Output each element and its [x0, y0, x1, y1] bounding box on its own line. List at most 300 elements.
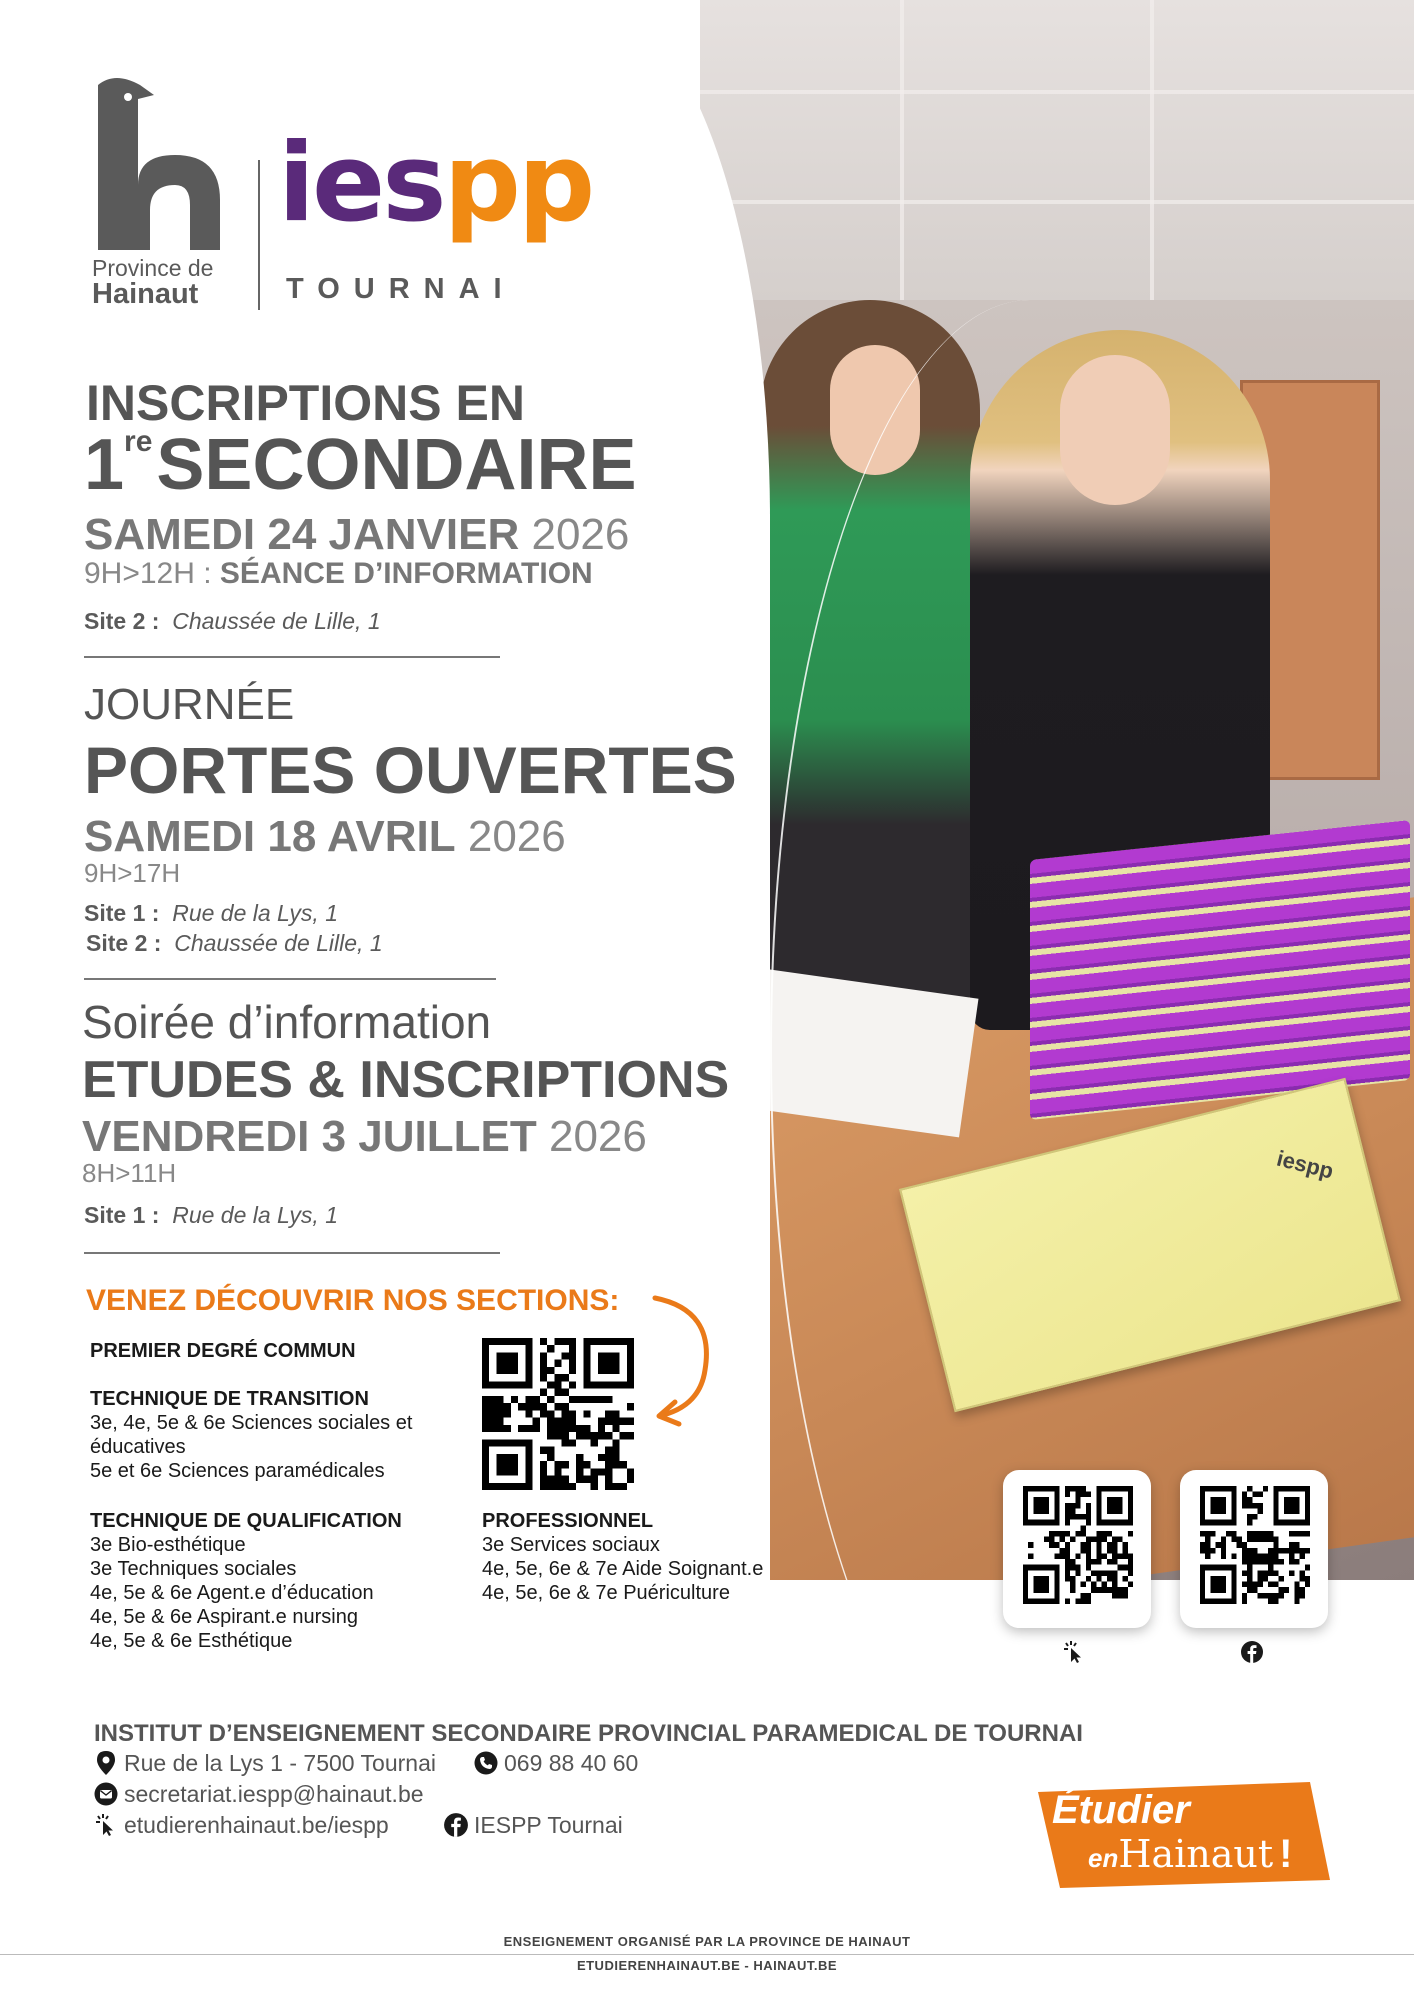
qr-module — [1294, 1598, 1299, 1604]
event1-line2: SECONDAIRE — [156, 425, 637, 505]
qr-module — [1242, 1503, 1247, 1509]
qr-module — [1247, 1553, 1252, 1559]
qr-module — [605, 1396, 612, 1403]
contact-facebook[interactable]: IESPP Tournai — [474, 1812, 623, 1838]
qr-module — [1200, 1531, 1205, 1537]
qr-module — [1117, 1593, 1122, 1599]
qr-module — [540, 1374, 547, 1381]
qr-module — [1268, 1570, 1273, 1576]
qr-module — [1237, 1537, 1242, 1543]
qr-module — [1247, 1565, 1252, 1571]
photo-ceiling-grid — [900, 0, 904, 300]
qr-module — [482, 1418, 489, 1425]
badge-line2 — [1088, 1832, 1293, 1877]
qr-module — [1205, 1537, 1210, 1543]
qr-module — [1070, 1508, 1075, 1514]
qr-module — [540, 1461, 547, 1468]
qr-module — [583, 1396, 590, 1403]
qr-module — [1252, 1582, 1257, 1588]
qr-module — [562, 1432, 569, 1439]
qr-module — [1252, 1503, 1257, 1509]
qr-module — [1112, 1576, 1117, 1582]
footer-line2: ETUDIERENHAINAUT.BE - HAINAUT.BE — [576, 1958, 838, 1973]
qr-module — [562, 1338, 569, 1345]
qr-module — [1247, 1514, 1252, 1520]
qr-module — [1081, 1492, 1086, 1498]
qr-module — [1247, 1537, 1252, 1543]
event2-site1-address: Rue de la Lys, 1 — [172, 900, 338, 926]
divider-1 — [84, 656, 500, 658]
professionnel-item: 4e, 5e, 6e & 7e Puériculture — [482, 1582, 730, 1604]
qr-module — [1273, 1570, 1278, 1576]
event2-site2 — [86, 930, 383, 957]
qr-module — [562, 1461, 569, 1468]
qr-module — [1086, 1542, 1091, 1548]
qr-module — [540, 1360, 547, 1367]
qr-module — [496, 1418, 503, 1425]
qr-module — [612, 1425, 619, 1432]
qr-module — [562, 1403, 569, 1410]
qr-module — [1247, 1559, 1252, 1565]
contact-phone[interactable]: 069 88 40 60 — [504, 1750, 639, 1776]
qr-module — [591, 1432, 598, 1439]
event1-hours-text: 9H>12H : — [84, 557, 212, 590]
event1-site — [84, 608, 381, 635]
qr-module — [1273, 1553, 1278, 1559]
qr-module — [598, 1396, 605, 1403]
photo-ceiling-grid — [700, 90, 1414, 94]
qr-module — [1300, 1576, 1305, 1582]
qr-module — [1070, 1559, 1075, 1565]
qr-module — [1070, 1537, 1075, 1543]
qr-module — [1049, 1542, 1054, 1548]
sections-premier: PREMIER DEGRÉ COMMUN — [90, 1340, 356, 1362]
qr-module — [583, 1476, 590, 1483]
qr-module — [1065, 1559, 1070, 1565]
qr-module — [547, 1381, 554, 1388]
qr-module — [1081, 1531, 1086, 1537]
qr-module — [627, 1403, 634, 1410]
qr-module — [612, 1418, 619, 1425]
qr-module — [547, 1454, 554, 1461]
qr-module — [525, 1403, 532, 1410]
event1-date-year: 2026 — [531, 510, 630, 559]
qr-module — [540, 1338, 547, 1345]
qr-module — [1096, 1576, 1101, 1582]
qr-module — [1268, 1548, 1273, 1554]
event1-hours-bold: SÉANCE D’INFORMATION — [219, 557, 593, 590]
qr-module — [1289, 1570, 1294, 1576]
qr-module — [1065, 1542, 1070, 1548]
qr-module — [598, 1454, 605, 1461]
event3-site-label: Site 1 : — [84, 1202, 160, 1228]
qr-module — [1289, 1559, 1294, 1565]
qr-module — [1247, 1520, 1252, 1526]
qr-module — [569, 1483, 576, 1490]
qr-module — [1263, 1537, 1268, 1543]
website-qr-card[interactable] — [1003, 1470, 1151, 1628]
contact-website[interactable]: etudierenhainaut.be/iespp — [124, 1812, 389, 1838]
qr-module — [489, 1418, 496, 1425]
professionnel-item: 4e, 5e, 6e & 7e Aide Soignant.e — [482, 1558, 764, 1580]
qr-module — [1123, 1548, 1128, 1554]
qr-module — [1300, 1570, 1305, 1576]
qr-module — [1075, 1497, 1080, 1503]
qr-module — [598, 1425, 605, 1432]
qr-module — [1091, 1537, 1096, 1543]
qr-module — [1252, 1553, 1257, 1559]
sections-qr-code[interactable] — [482, 1338, 634, 1490]
qr-module — [1258, 1508, 1263, 1514]
qr-module — [1289, 1531, 1294, 1537]
qr-module — [598, 1468, 605, 1475]
qr-module — [1086, 1503, 1091, 1509]
event2-date-year: 2026 — [467, 812, 566, 861]
qr-finder-pattern — [1033, 1576, 1049, 1593]
qr-module — [1065, 1492, 1070, 1498]
qualification-item: 4e, 5e & 6e Aspirant.e nursing — [90, 1606, 358, 1628]
qr-module — [1075, 1531, 1080, 1537]
qr-module — [576, 1476, 583, 1483]
qr-module — [540, 1483, 547, 1490]
qr-module — [1107, 1548, 1112, 1554]
qr-module — [1205, 1531, 1210, 1537]
qr-module — [1112, 1587, 1117, 1593]
qr-module — [554, 1360, 561, 1367]
qr-module — [1128, 1559, 1133, 1565]
qr-module — [554, 1468, 561, 1475]
event2-site2-label: Site 2 : — [86, 930, 162, 956]
qr-module — [1065, 1565, 1070, 1571]
qr-module — [1242, 1542, 1247, 1548]
qr-module — [547, 1476, 554, 1483]
qr-module — [605, 1410, 612, 1417]
qr-module — [1210, 1531, 1215, 1537]
qr-module — [1300, 1531, 1305, 1537]
event1-site-label: Site 2 : — [84, 608, 160, 634]
qr-module — [612, 1410, 619, 1417]
qr-module — [504, 1425, 511, 1432]
qr-module — [1107, 1587, 1112, 1593]
qr-module — [1112, 1593, 1117, 1599]
qr-module — [1075, 1570, 1080, 1576]
province-text-line2: Hainaut — [92, 278, 199, 310]
qr-module — [620, 1418, 627, 1425]
qr-module — [591, 1476, 598, 1483]
facebook-qr-card[interactable] — [1180, 1470, 1328, 1628]
qr-module — [547, 1396, 554, 1403]
qr-module — [1065, 1598, 1070, 1604]
qr-module — [1117, 1553, 1122, 1559]
qr-module — [576, 1461, 583, 1468]
qr-module — [569, 1338, 576, 1345]
qr-module — [1242, 1559, 1247, 1565]
qr-module — [1128, 1570, 1133, 1576]
qr-module — [598, 1418, 605, 1425]
book-label: iespp — [1273, 1145, 1336, 1184]
qr-module — [554, 1432, 561, 1439]
qr-module — [583, 1432, 590, 1439]
event3-site — [84, 1202, 338, 1229]
badge-exclaim: ! — [1279, 1832, 1293, 1876]
qr-module — [1086, 1576, 1091, 1582]
qr-module — [1289, 1553, 1294, 1559]
qr-module — [605, 1447, 612, 1454]
event2-hours: 9H>17H — [84, 858, 181, 888]
qr-module — [496, 1396, 503, 1403]
qr-module — [576, 1425, 583, 1432]
qr-module — [562, 1476, 569, 1483]
event3-date-year: 2026 — [548, 1112, 647, 1161]
qr-module — [1231, 1531, 1236, 1537]
qr-module — [554, 1461, 561, 1468]
qr-module — [605, 1454, 612, 1461]
qr-module — [1117, 1537, 1122, 1543]
event1-date-bold: SAMEDI 24 JANVIER — [84, 510, 520, 559]
event3-date — [82, 1112, 647, 1162]
qr-module — [562, 1352, 569, 1359]
qr-module — [1054, 1553, 1059, 1559]
qr-module — [1268, 1553, 1273, 1559]
qr-module — [1273, 1548, 1278, 1554]
qr-module — [533, 1418, 540, 1425]
qr-module — [547, 1432, 554, 1439]
qr-module — [569, 1345, 576, 1352]
qr-module — [1300, 1587, 1305, 1593]
qr-module — [1231, 1537, 1236, 1543]
qr-module — [620, 1483, 627, 1490]
qr-module — [1268, 1531, 1273, 1537]
qr-module — [547, 1447, 554, 1454]
qr-module — [533, 1396, 540, 1403]
qr-module — [562, 1483, 569, 1490]
qr-module — [1091, 1587, 1096, 1593]
qr-module — [1123, 1593, 1128, 1599]
qr-module — [1247, 1570, 1252, 1576]
qr-module — [598, 1432, 605, 1439]
qr-module — [1279, 1559, 1284, 1565]
qr-module — [1258, 1553, 1263, 1559]
qr-module — [540, 1389, 547, 1396]
event3-site-address: Rue de la Lys, 1 — [172, 1202, 338, 1228]
qr-module — [605, 1476, 612, 1483]
qr-module — [1226, 1531, 1231, 1537]
cursor-click-icon — [1062, 1640, 1086, 1664]
qr-module — [1263, 1593, 1268, 1599]
event2-date-bold: SAMEDI 18 AVRIL — [84, 812, 456, 861]
qr-module — [1081, 1486, 1086, 1492]
qr-module — [1258, 1537, 1263, 1543]
qr-module — [554, 1403, 561, 1410]
event1-title — [84, 424, 636, 506]
qr-module — [1075, 1514, 1080, 1520]
qr-module — [1263, 1553, 1268, 1559]
qr-finder-pattern — [496, 1352, 518, 1374]
qr-module — [1081, 1548, 1086, 1554]
divider-3 — [84, 1252, 500, 1254]
qr-module — [1091, 1559, 1096, 1565]
etudier-en-hainaut-badge — [1030, 1780, 1330, 1890]
qr-module — [1263, 1559, 1268, 1565]
qr-module — [540, 1410, 547, 1417]
qr-module — [1086, 1520, 1091, 1526]
qr-module — [1210, 1548, 1215, 1554]
qr-module — [1268, 1559, 1273, 1565]
qualification-title: TECHNIQUE DE QUALIFICATION — [90, 1510, 402, 1532]
event2-date — [84, 812, 566, 862]
qr-module — [1273, 1582, 1278, 1588]
qr-module — [1086, 1559, 1091, 1565]
qr-module — [1096, 1531, 1101, 1537]
qr-module — [1247, 1576, 1252, 1582]
qr-module — [569, 1425, 576, 1432]
qr-module — [489, 1410, 496, 1417]
qr-module — [1112, 1582, 1117, 1588]
qr-module — [569, 1418, 576, 1425]
qr-module — [576, 1454, 583, 1461]
qr-module — [612, 1439, 619, 1446]
qr-module — [1258, 1582, 1263, 1588]
qr-module — [1252, 1531, 1257, 1537]
event3-date-bold: VENDREDI 3 JUILLET — [82, 1112, 537, 1161]
qr-module — [1284, 1548, 1289, 1554]
qr-module — [1247, 1587, 1252, 1593]
event2-title: PORTES OUVERTES — [84, 733, 737, 807]
qr-module — [1112, 1553, 1117, 1559]
transition-item: éducatives — [90, 1436, 186, 1458]
qr-module — [547, 1418, 554, 1425]
iespp-logo-pp: pp — [443, 121, 593, 246]
qr-module — [1221, 1542, 1226, 1548]
qr-module — [583, 1410, 590, 1417]
transition-item: 3e, 4e, 5e & 6e Sciences sociales et — [90, 1412, 413, 1434]
qr-module — [1128, 1553, 1133, 1559]
badge-en: en — [1088, 1843, 1119, 1873]
event1-site-address: Chaussée de Lille, 1 — [172, 608, 381, 634]
qr-module — [1096, 1587, 1101, 1593]
qr-finder-pattern — [1284, 1497, 1300, 1514]
qr-module — [562, 1374, 569, 1381]
qr-module — [605, 1418, 612, 1425]
qr-module — [1247, 1503, 1252, 1509]
qr-module — [540, 1468, 547, 1475]
qr-module — [1258, 1593, 1263, 1599]
qr-module — [1242, 1598, 1247, 1604]
qr-module — [591, 1468, 598, 1475]
qr-module — [1096, 1570, 1101, 1576]
qr-module — [547, 1483, 554, 1490]
qualification-item: 4e, 5e & 6e Esthétique — [90, 1630, 293, 1652]
qr-module — [1086, 1492, 1091, 1498]
qr-module — [482, 1403, 489, 1410]
qr-module — [612, 1461, 619, 1468]
qr-module — [1242, 1593, 1247, 1599]
qr-module — [482, 1396, 489, 1403]
qr-module — [547, 1345, 554, 1352]
qr-module — [576, 1468, 583, 1475]
qr-module — [1242, 1492, 1247, 1498]
qr-module — [627, 1468, 634, 1475]
qr-module — [1065, 1514, 1070, 1520]
qr-module — [1200, 1542, 1205, 1548]
qr-finder-pattern — [598, 1352, 620, 1374]
facebook-icon — [1240, 1640, 1264, 1664]
qr-module — [1065, 1503, 1070, 1509]
qr-module — [540, 1403, 547, 1410]
qr-module — [533, 1425, 540, 1432]
qr-module — [562, 1418, 569, 1425]
qr-module — [1081, 1514, 1086, 1520]
qr-module — [1086, 1508, 1091, 1514]
qr-module — [525, 1425, 532, 1432]
qr-module — [1107, 1559, 1112, 1565]
qr-module — [554, 1425, 561, 1432]
qr-module — [1096, 1542, 1101, 1548]
qr-finder-pattern — [1107, 1497, 1123, 1514]
qr-module — [1102, 1531, 1107, 1537]
qr-module — [1049, 1537, 1054, 1543]
qr-module — [1096, 1548, 1101, 1554]
qr-module — [1273, 1559, 1278, 1565]
qr-module — [583, 1425, 590, 1432]
qr-module — [569, 1410, 576, 1417]
qr-module — [1060, 1553, 1065, 1559]
qr-module — [569, 1352, 576, 1359]
qr-module — [496, 1425, 503, 1432]
location-pin-icon — [94, 1750, 118, 1776]
qr-module — [1273, 1598, 1278, 1604]
qr-module — [1086, 1565, 1091, 1571]
qr-module — [1273, 1593, 1278, 1599]
qr-module — [1128, 1531, 1133, 1537]
qr-module — [1096, 1559, 1101, 1565]
event1-hours — [84, 557, 593, 591]
qr-module — [554, 1476, 561, 1483]
institute-name: INSTITUT D’ENSEIGNEMENT SECONDAIRE PROVINCIAL PARAMEDICAL DE TOURNAI — [94, 1720, 1083, 1747]
event3-title: ETUDES & INSCRIPTIONS — [82, 1051, 730, 1109]
qr-module — [620, 1461, 627, 1468]
qr-module — [554, 1374, 561, 1381]
qr-module — [540, 1447, 547, 1454]
qr-module — [1279, 1593, 1284, 1599]
qr-module — [1060, 1531, 1065, 1537]
qr-module — [547, 1367, 554, 1374]
qr-module — [1263, 1531, 1268, 1537]
qr-module — [496, 1403, 503, 1410]
qr-module — [562, 1425, 569, 1432]
qr-module — [1123, 1587, 1128, 1593]
qr-module — [1107, 1576, 1112, 1582]
qr-finder-pattern — [1210, 1497, 1226, 1514]
qr-module — [1279, 1548, 1284, 1554]
qr-module — [1221, 1553, 1226, 1559]
logo-divider — [258, 160, 260, 310]
qr-module — [1112, 1542, 1117, 1548]
qr-module — [1247, 1582, 1252, 1588]
qr-module — [1221, 1537, 1226, 1543]
qr-module — [1252, 1548, 1257, 1554]
qr-module — [1065, 1570, 1070, 1576]
qr-module — [1112, 1548, 1117, 1554]
contact-email[interactable]: secretariat.iespp@hainaut.be — [124, 1781, 424, 1807]
qr-finder-pattern — [496, 1454, 518, 1476]
qr-module — [1205, 1548, 1210, 1554]
qualification-item: 3e Techniques sociales — [90, 1558, 297, 1580]
qr-module — [1060, 1548, 1065, 1554]
qr-module — [1102, 1582, 1107, 1588]
qr-module — [1252, 1514, 1257, 1520]
qr-module — [496, 1410, 503, 1417]
